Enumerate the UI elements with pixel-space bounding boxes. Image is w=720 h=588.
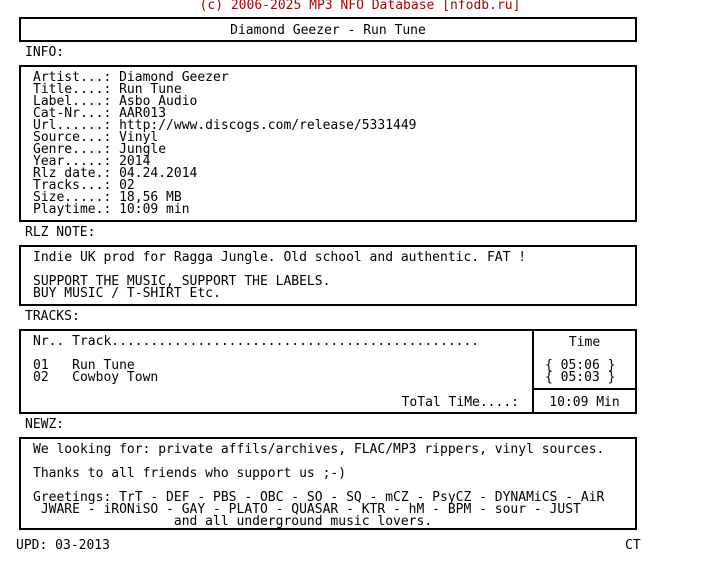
newz-text [33,444,604,528]
tracks-total-divider [532,388,635,390]
info-source: Source...: Vinyl [33,130,159,145]
total-time-value: 10:09 Min [549,395,620,410]
rlz-note-line: Indie UK prod for Ragga Jungle. Old school and authentic. FAT ! [33,250,527,265]
info-cat-nr: Cat-Nr...: AAR013 [33,106,167,121]
greetings-line: Greetings: TrT - DEF - PBS - OBC - SO - SQ - mCZ - PsyCZ - DYNAMiCS - AiR [33,490,605,505]
track-time: { 05:06 } [545,358,616,373]
info-genre: Genre....: Jungle [33,142,167,157]
greetings-line: and all underground music lovers. [33,514,433,529]
newz-box [19,437,637,530]
track-times [545,360,615,384]
info-playtime: Playtime.: 10:09 min [33,202,190,217]
rlz-note-line: BUY MUSIC / T-SHIRT Etc. [33,286,221,301]
rlz-note-line: SUPPORT THE MUSIC, SUPPORT THE LABELS. [33,274,331,289]
track-title: Run Tune [72,358,135,373]
tracks-box [19,329,637,414]
newz-label: NEWZ: [25,417,65,432]
info-list [33,72,417,216]
track-list [33,336,479,384]
track-time: { 05:03 } [545,370,616,385]
newz-line: Thanks to all friends who support us ;-) [33,466,347,481]
track-nr: 01 [33,358,49,373]
release-title: Diamond Geezer - Run Tune [230,23,426,38]
site-credit: (c) 2006-2025 MP3 NFO Database [nfodb.ru] [199,0,521,13]
info-box [19,65,637,222]
release-title-box [19,17,637,42]
greetings-line: JWARE - iRONiSO - GAY - PLATO - QUASAR - KTR - hM - BPM - sour - JUST [33,502,581,517]
time-column-header: Time [568,335,601,350]
newz-line: We looking for: private affils/archives, FLAC/MP3 rippers, vinyl sources. [33,442,605,457]
info-title: Title....: Run Tune [33,82,182,97]
info-rlz-date: Rlz date.: 04.24.2014 [33,166,198,181]
info-label: INFO: [25,45,65,60]
rlz-note-box [19,245,637,306]
info-label: Label....: Asbo Audio [33,94,198,109]
total-time-label: ToTal TiMe....: [401,395,519,410]
rlz-note-text [33,252,526,300]
tracks-label: TRACKS: [25,309,80,324]
info-year: Year.....: 2014 [33,154,151,169]
info-url: Url......: http://www.discogs.com/release/5331449 [33,118,417,133]
track-title: Cowboy Town [72,370,159,385]
track-nr: 02 [33,370,49,385]
rlz-note-label: RLZ NOTE: [25,225,96,240]
info-artist: Artist...: Diamond Geezer [33,70,229,85]
footer-tag: CT [625,538,641,553]
update-date: UPD: 03-2013 [16,538,110,553]
track-row [33,372,479,384]
info-size: Size.....: 18,56 MB [33,190,182,205]
track-list-header: Nr.. Track............................................... [33,334,480,349]
info-tracks: Tracks...: 02 [33,178,135,193]
